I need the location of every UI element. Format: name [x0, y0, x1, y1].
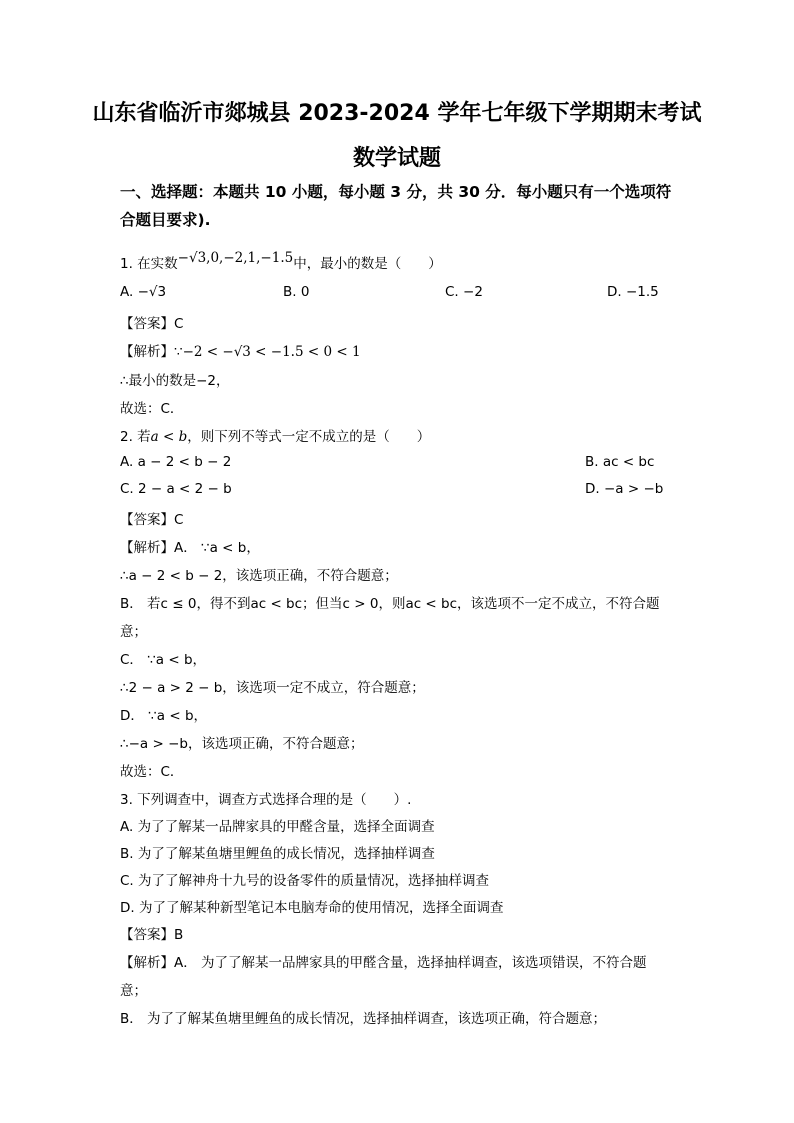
question-2-analysis-line: ∴2 − a > 2 − b，该选项一定不成立，符合题意；	[120, 680, 425, 696]
question-3-analysis-line: 意；	[120, 983, 147, 999]
question-2-analysis-line: 故选：C．	[120, 764, 184, 780]
document-subtitle: 数学试题	[352, 146, 441, 171]
section-heading-line2: 合题目要求).	[120, 211, 211, 229]
question-1-prefix: 1. 在实数	[120, 256, 178, 272]
section-heading-line1: 一、选择题：本题共 10 小题，每小题 3 分，共 30 分．每小题只有一个选项符	[120, 183, 672, 201]
question-2-analysis-line: ∴−a > −b，该选项正确，不符合题意；	[120, 736, 364, 752]
question-1-answer: 【答案】C	[120, 316, 184, 332]
question-2-analysis-line: 意；	[120, 624, 147, 640]
question-2-stem	[120, 425, 430, 445]
question-1-option-a: A. −√3	[120, 284, 167, 300]
question-1-stem	[120, 252, 442, 272]
question-1-analysis-math: ∵−2 < −√3 < −1.5 < 0 < 1	[174, 344, 361, 360]
question-2-option-b: B. ac < bc	[585, 454, 655, 470]
question-1-choose: 故选：C．	[120, 401, 184, 417]
question-1-suffix: 中，最小的数是（ ）	[293, 256, 442, 272]
question-2-option-c: C. 2 − a < 2 − b	[120, 481, 232, 497]
question-3-analysis-line: B． 为了了解某鱼塘里鲤鱼的成长情况，选择抽样调查，该选项正确，符合题意；	[120, 1011, 607, 1027]
question-2-analysis-line: ∴a − 2 < b − 2，该选项正确，不符合题意；	[120, 568, 398, 584]
question-3-option-d: D. 为了了解某种新型笔记本电脑寿命的使用情况，选择全面调查	[120, 900, 504, 916]
question-2-option-a: A. a − 2 < b − 2	[120, 454, 232, 470]
question-2-analysis-line: B． 若c ≤ 0，得不到ac < bc；但当c > 0，则ac < bc，该选项不一定不成立，不符合题	[120, 596, 660, 612]
question-2-math: a < b	[150, 429, 188, 445]
question-3-answer: 【答案】B	[120, 927, 184, 943]
question-2-analysis-line: 【解析】A． ∵a < b，	[120, 540, 260, 556]
question-1-analysis	[120, 340, 361, 360]
question-3-analysis-line: 【解析】A． 为了了解某一品牌家具的甲醛含量，选择抽样调查，该选项错误，不符合题	[120, 955, 647, 971]
question-2-analysis-line: C． ∵a < b，	[120, 652, 207, 668]
question-3-option-a: A. 为了了解某一品牌家具的甲醛含量，选择全面调查	[120, 819, 435, 835]
question-2-prefix: 2. 若	[120, 429, 151, 445]
question-1-option-d: D. −1.5	[607, 284, 659, 300]
analysis-label: 【解析】	[120, 344, 174, 360]
question-3-stem: 3. 下列调查中，调查方式选择合理的是（ ）.	[120, 792, 412, 808]
question-2-answer: 【答案】C	[120, 512, 184, 528]
question-2-analysis-line: D． ∵a < b，	[120, 708, 208, 724]
question-1-math: −√3,0,−2,1,−1.5	[177, 250, 294, 266]
document-title: 山东省临沂市郯城县 2023-2024 学年七年级下学期期末考试	[92, 101, 702, 126]
question-1-option-c: C. −2	[445, 284, 483, 300]
question-3-option-b: B. 为了了解某鱼塘里鲤鱼的成长情况，选择抽样调查	[120, 846, 435, 862]
question-1-option-b: B. 0	[283, 284, 310, 300]
question-2-option-d: D. −a > −b	[585, 481, 664, 497]
question-3-option-c: C. 为了了解神舟十九号的设备零件的质量情况，选择抽样调查	[120, 873, 490, 889]
question-2-suffix: ，则下列不等式一定不成立的是（ ）	[187, 429, 431, 445]
question-1-conclusion: ∴最小的数是−2，	[120, 373, 230, 389]
